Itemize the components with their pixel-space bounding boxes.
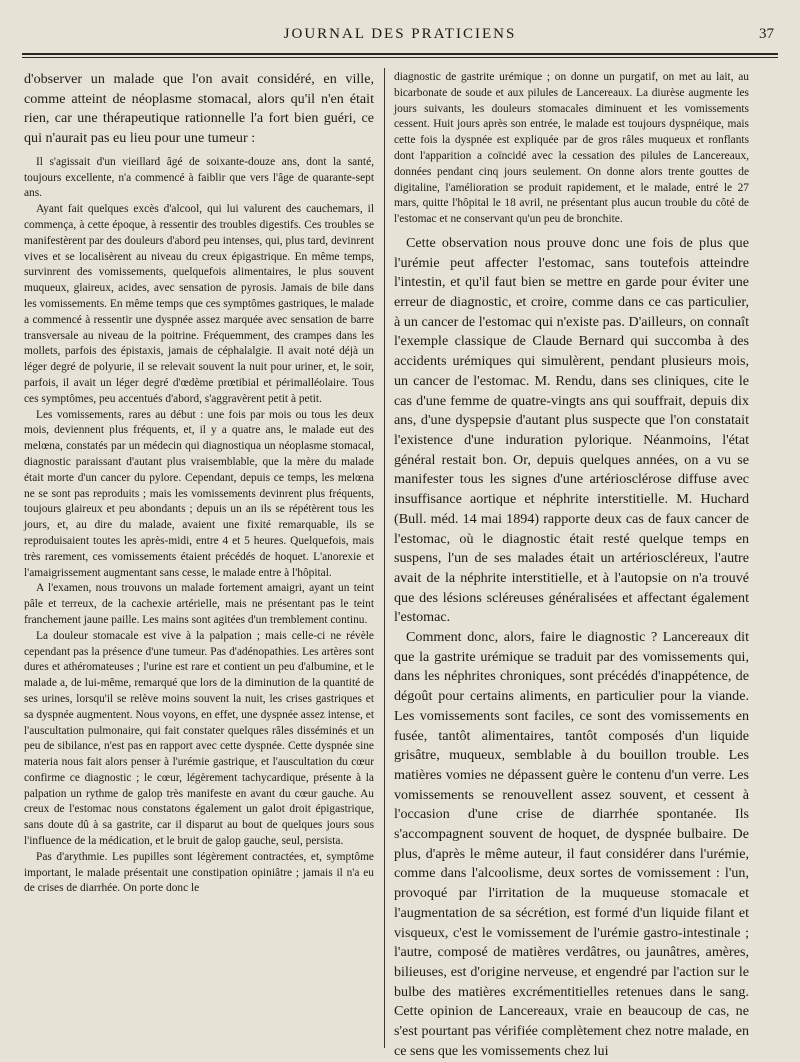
paragraph: A l'examen, nous trouvons un malade fortement amaigri, ayant un teint pâle et terreux, de la cachexie artérielle, mais ne présentant pas le teint franchement jaune paille. Les mains sont agitées d'un tremblement continu. [24,582,374,626]
page-header [22,26,778,50]
header-rule-thin [22,57,778,58]
paragraph: Il s'agissait d'un vieillard âgé de soixante-douze ans, dont la santé, toujours excellente, n'a commencé à faiblir que vers l'âge de quarante-sept ans. [24,155,374,200]
paragraph: d'observer un malade que l'on avait considéré, en ville, comme atteint de néoplasme stomacal, alors qu'il n'en était rien, car une thérapeutique rationnelle l'a fort bien guéri, ce qui n'aurait pas eu lieu pour une tumeur : [24,71,374,147]
paragraph: La douleur stomacale est vive à la palpation ; mais celle-ci ne révèle cependant pas la présence d'une tumeur. Pas d'adénopathies. Les artères sont dures et athéromateuses ; l'urine est rare et contient un peu d'albumine, et le malade a, de lui-même, remarqué que lors de la diminution de la quantité de ses urines, lorsqu'il se relève moins souvent la nuit, les crises gastriques et sa dyspnée augmentent. Nous voyons, en effet, une dyspnée assez intense, et l'auscultation pulmonaire, qui fait constater quelques râles disséminés et un peu de sibilance, n'est pas en rapport avec cette dyspnée. Cette dyspnée sine materia nous fait alors penser à l'urémie gastrique, et l'auscultation du cœur confirme ce diagnostic ; le cœur, légèrement tachycardique, présente à la palpation un rythme de galop très manifeste en avant du cœur gauche. Au creux de l'estomac nous constatons également un galot droit épigastrique, sans doute dû à sa gastrite, car il disparut au bout de quelques jours sous l'influence de la médication, et le bruit de galop gauche, seul, persista. [24,629,374,848]
column-divider [384,68,385,1048]
header-rule [22,53,778,55]
left-column [24,70,374,1045]
running-title: JOURNAL DES PRATICIENS [283,26,517,42]
paragraph: Comment donc, alors, faire le diagnostic ? Lancereaux dit que la gastrite urémique se traduit par des vomissements qui, dans les néphrites chroniques, sont précédés d'inappétence, de dégoût pour certains aliments, en particulier pour la viande. Les vomissements sont faciles, ce sont des vomissements en fusée, tantôt alimentaires, tantôt composés d'un liquide grisâtre, muqueux, semblable à du bouillon trouble. Les matières vomies ne dépassent guère le contenu d'un verre. Les vomissements se renouvellent assez souvent, et cessent à l'occasion d'une crise de diarrhée spontanée. Ils s'accompagnent souvent de hoquet, de dyspnée bulbaire. De plus, d'après le même auteur, il faut considérer dans l'urémie, comme dans l'alcoolisme, deux sortes de vomissement : l'un, provoqué par l'irritation de la muqueuse stomacale et l'augmentation de sa sécrétion, est formé d'un liquide filant et visqueux, c'est le vomissement de l'urémie gastro-intestinale ; l'autre, composé de matières verdâtres, ou jaunâtres, amères, bilieuses, est d'origine nerveuse, et engendré par l'action sur le bulbe des matières excrémentitielles retenues dans le sang. Cette opinion de Lancereaux, vraie en beaucoup de cas, ne s'est pourtant pas vérifiée complètement chez notre malade, en ce sens que les vomissements chez lui [394,629,749,1059]
paragraph: Cette observation nous prouve donc une fois de plus que l'urémie peut affecter l'estomac, sans toutefois atteindre l'intestin, et qu'il faut bien se mettre en garde pour éviter une erreur de diagnostic, et croire, comme dans ce cas particulier, à un cancer de l'estomac qui n'existe pas. D'ailleurs, on connaît l'exemple classique de Claude Bernard qui succomba à des accidents urémiques qui simulèrent, pendant plusieurs mois, un cancer de l'estomac. M. Rendu, dans ses cliniques, cite le cas d'une femme de quatre-vingts ans qui souffrait, depuis dix ans, d'une dyspepsie d'autant plus suspecte que l'on constatait l'existence d'une induration pylorique. Néanmoins, l'état général restait bon. Or, depuis quelques années, on a vu se manifester tous les signes d'une artériosclérose diffuse avec insuffisance aortique et néphrite interstitielle. M. Huchard (Bull. méd. 14 mai 1894) rapporte deux cas de faux cancer de l'estomac, où le diagnostic était resté quelque temps en suspens, l'un de ses malades était un artérioscléreux, l'autre avait de la néphrite interstitielle, et à l'autopsie on n'a trouvé que des lésions scléreuses généralisées et affectant également l'estomac. [394,234,749,626]
paragraph: Les vomissements, rares au début : une fois par mois ou tous les deux mois, deviennent plus fréquents, et, il y a quatre ans, le malade eut des melœna, constatés par un médecin qui diagnostiqua un néoplasme stomacal, diagnostic paraissant d'autant plus vraisemblable, que la mère du malade était morte d'un cancer du pylore. Cependant, depuis ce temps, les melœna ne se sont pas reproduits ; mais les vomissements devinrent plus fréquents, toujours glaireux et peu abondants ; depuis un an ils se répétèrent tous les jours, et, au dire du malade, avaient une fixité remarquable, ils se reproduisaient toutes les après-midi, entre 4 et 5 heures. Quelquefois, mais très rarement, ces vomissements étaient précédés de hoquet. L'anorexie et l'amaigrissement augmentant sans cesse, le malade entre à l'hôpital. [24,408,374,579]
paragraph: diagnostic de gastrite urémique ; on donne un purgatif, on met au lait, au bicarbonate de soude et aux pilules de Lancereaux. La diurèse augmente les jours suivants, les douleurs stomacales diminuent et les vomissements cessent. Huit jours après son entrée, le malade est toujours dyspnéique, mais cette fois la dyspnée est expliquée par de gros râles muqueux et ronflants dont l'apparition a coïncidé avec la cessation des pilules de Lancereaux, données pendant cinq jours seulement. On donne alors trente gouttes de digitaline, l'amélioration se produit rapidement, et le malade, entré le 27 mars, quitte l'hôpital le 18 avril, ne présentant plus aucun trouble du côté de l'estomac et ne conservant qu'un peu de bronchite. [394,71,749,226]
page-number: 37 [759,26,774,42]
right-column [394,70,749,1059]
paragraph: Pas d'arythmie. Les pupilles sont légèrement contractées, et, symptôme important, le malade présentait une constipation opiniâtre ; jamais il n'a eu de crises de diarrhée. On porte donc le [24,850,374,895]
paragraph: Ayant fait quelques excès d'alcool, qui lui valurent des cauchemars, il commença, à cette époque, à ressentir des troubles digestifs. Ces troubles se manifestèrent par des douleurs d'abord peu intenses, qui, plus tard, devinrent vives et se localisèrent au niveau du creux épigastrique. En même temps, survinrent des vomissements, quelquefois alimentaires, le plus souvent muqueux, glaireux, acides, avec sensation de pyrosis. Jamais de bile dans les vomissements. En même temps que ces symptômes gastriques, le malade a commencé à ressentir une dyspnée assez marquée avec sensation de barre transversale au niveau de la poitrine. Fréquemment, des crampes dans les mollets, parfois des épistaxis, jamais de céphalalgie. Il avait noté déjà un léger degré de polyurie, il se relevait souvent la nuit pour uriner, et, le soir, parfois, il avait un léger degré d'œdème prœtibial et périmalléolaire. Tous ces symptômes, peu accentués d'abord, s'aggravèrent petit à petit. [24,203,374,405]
